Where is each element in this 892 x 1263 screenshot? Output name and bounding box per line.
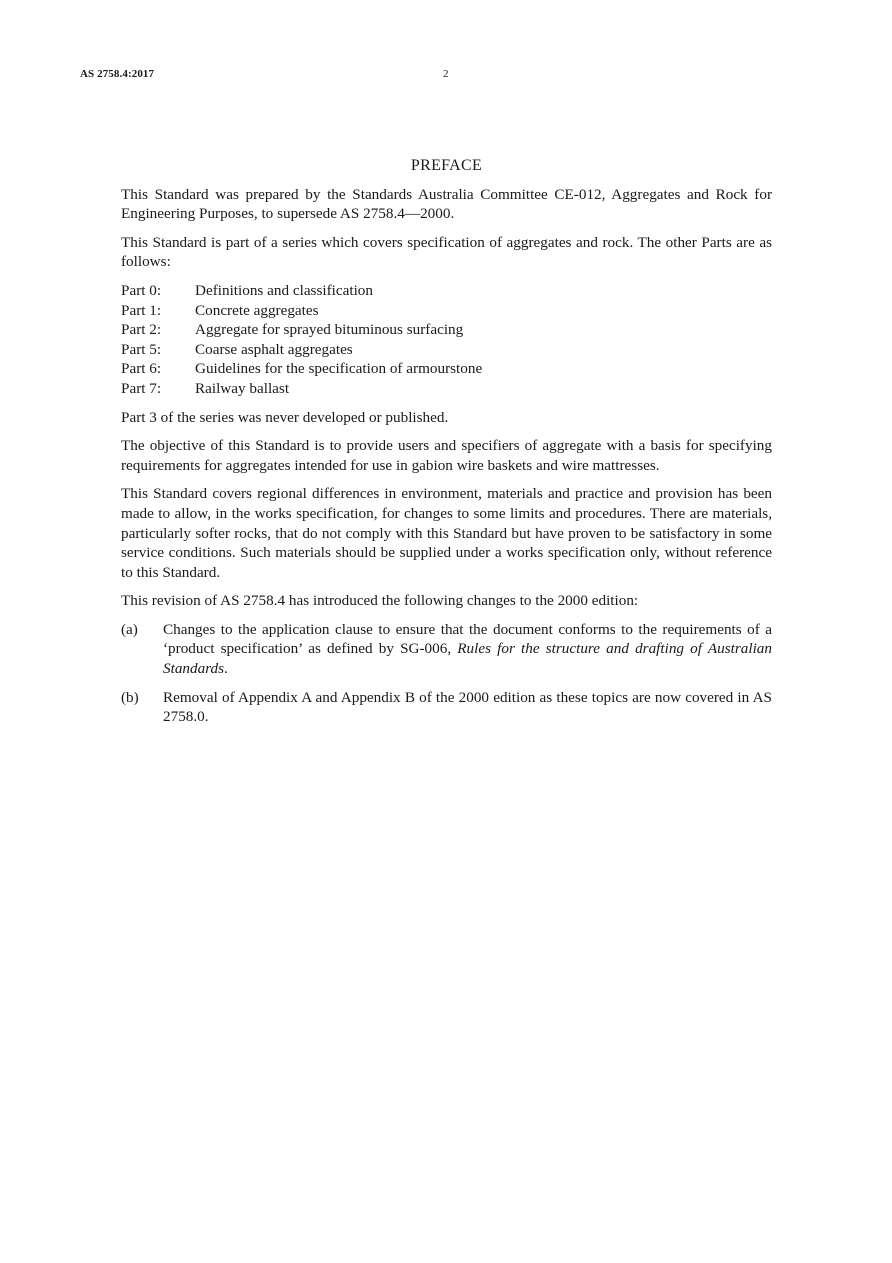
change-item-b (121, 688, 772, 727)
part-description: Definitions and classification (195, 281, 373, 299)
parts-list (121, 281, 772, 399)
list-marker: (b) (121, 688, 139, 706)
change-text-italic-reference: Rules for the structure and drafting of Australian Standards (163, 640, 772, 678)
part-description: Coarse asphalt aggregates (195, 340, 353, 358)
preface-paragraph-2: This Standard is part of a series which covers specification of aggregates and rock. The other Parts are as follows: (121, 233, 772, 271)
change-text-end: . (224, 660, 228, 678)
preface-paragraph-1: This Standard was prepared by the Standards Australia Committee CE-012, Aggregates and Rock for Engineering Purposes, to supersede AS 2758.4—2000. (121, 185, 772, 223)
part-item (121, 379, 772, 399)
preface-title: PREFACE (410, 157, 483, 174)
part-item (121, 340, 772, 360)
change-text-regular: Changes to the application clause to ensure that the document conforms to the requirements of a ‘product specification’ as defined by SG-006, (163, 620, 772, 658)
change-text (163, 688, 772, 727)
change-text-regular: Removal of Appendix A and Appendix B of the 2000 edition as these topics are now covered in AS 2758.0. (163, 688, 772, 726)
part-number: Part 2: (121, 321, 162, 339)
list-marker: (a) (121, 620, 138, 638)
part-description: Aggregate for sprayed bituminous surfacing (195, 321, 464, 339)
page-number: 2 (443, 68, 449, 80)
part-number: Part 6: (121, 360, 162, 378)
preface-paragraph-6: This revision of AS 2758.4 has introduced the following changes to the 2000 edition: (121, 592, 639, 610)
part-number: Part 5: (121, 340, 162, 358)
part-description: Concrete aggregates (195, 301, 319, 319)
part-description: Railway ballast (195, 379, 290, 397)
change-text (163, 620, 772, 679)
part-description: Guidelines for the specification of armourstone (195, 360, 483, 378)
part-item (121, 359, 772, 379)
part-number: Part 1: (121, 301, 162, 319)
part-item (121, 320, 772, 340)
part-number: Part 7: (121, 379, 162, 397)
preface-paragraph-3: Part 3 of the series was never developed or published. (121, 408, 449, 426)
preface-section (121, 156, 772, 736)
preface-paragraph-5: This Standard covers regional differences in environment, materials and practice and provision has been made to allow, in the works specification, for changes to some limits and procedures. There are materials, particularly softer rocks, that do not comply with this Standard but have proven to be satisfactory in some service conditions. Such materials should be supplied under a works specification only, without reference to this Standard. (121, 485, 772, 581)
part-number: Part 0: (121, 281, 162, 299)
document-id: AS 2758.4:2017 (80, 68, 155, 80)
part-item (121, 281, 772, 301)
preface-paragraph-4: The objective of this Standard is to provide users and specifiers of aggregate with a basis for specifying requirements for aggregates intended for use in gabion wire baskets and wire mattresses. (121, 437, 772, 474)
change-item-a (121, 620, 772, 679)
part-item (121, 301, 772, 321)
